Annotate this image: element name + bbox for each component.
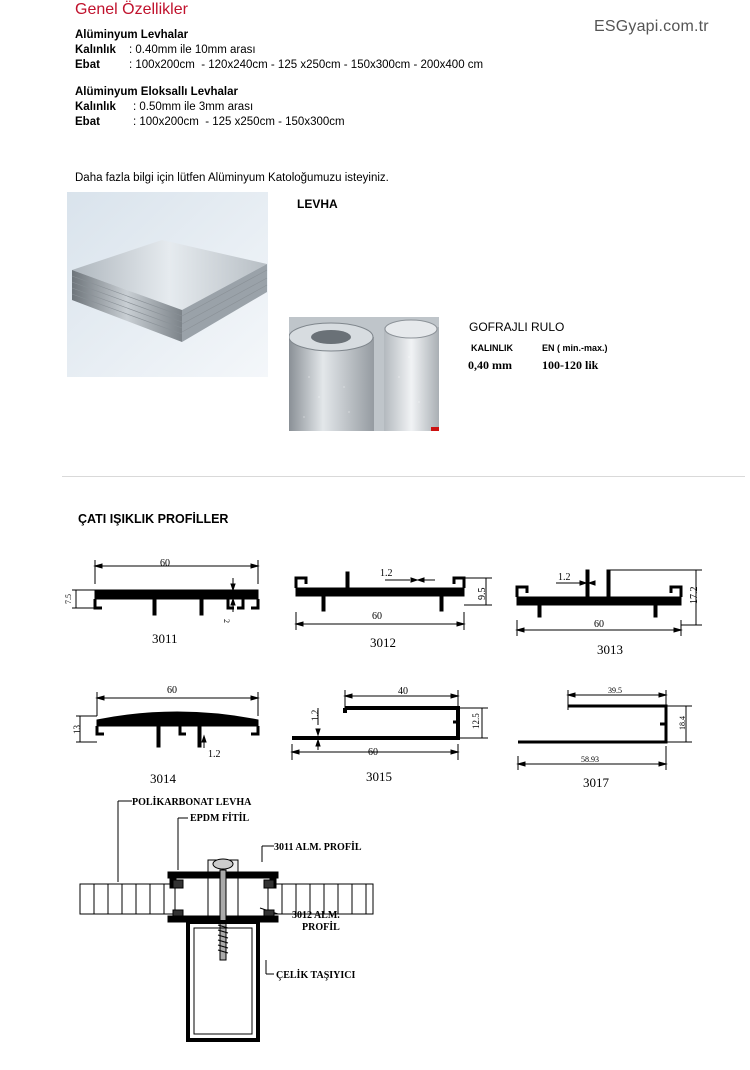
dim-3015-thickness: 1.2 (310, 709, 320, 721)
page-title: Genel Özellikler (75, 1, 188, 18)
brand-logo-text: ESGyapi.com.tr (594, 18, 709, 35)
size-value: : 100x200cm - 120x240cm - 125 x250cm - 150x300cm - 200x400 cm (129, 59, 484, 71)
label-3012-profile-2: PROFİL (302, 922, 340, 933)
rulo-col2-value: 100-120 lik (542, 358, 599, 372)
profile-3015-drawing (292, 690, 488, 760)
rulo-title: GOFRAJLI RULO (469, 320, 565, 334)
dim-3014-width: 60 (167, 685, 177, 696)
rulo-col1-header: KALINLIK (471, 343, 513, 353)
label-steel-carrier: ÇELİK TAŞIYICI (276, 970, 356, 981)
size-label: Ebat (75, 59, 100, 71)
profile-code-3011: 3011 (152, 631, 178, 646)
thickness-label: Kalınlık (75, 101, 116, 113)
assembly-drawing (70, 790, 390, 1045)
dim-3014-height: 13 (72, 725, 82, 734)
label-polycarbonate: POLİKARBONAT LEVHA (132, 797, 252, 808)
size-label: Ebat (75, 116, 100, 128)
dim-3015-height: 12.5 (471, 713, 481, 729)
thickness-value: : 0.50mm ile 3mm arası (133, 101, 254, 113)
dim-3015-width: 60 (368, 747, 378, 758)
dim-3017-height: 18.4 (678, 716, 687, 730)
rulo-col2-header: EN ( min.-max.) (542, 343, 608, 353)
profile-3014-drawing (76, 692, 258, 748)
dim-3012-thickness: 1.2 (380, 568, 393, 579)
embossed-roll-image (289, 317, 439, 431)
dim-3015-top: 40 (398, 686, 408, 697)
label-3012-profile: 3012 ALM. (292, 910, 340, 921)
profile-3012-drawing (296, 572, 492, 630)
profile-code-3014: 3014 (150, 771, 176, 786)
dim-3013-width: 60 (594, 619, 604, 630)
section-aluminum-sheets (75, 28, 483, 73)
thickness-label: Kalınlık (75, 44, 116, 56)
dim-3011-width: 60 (160, 558, 170, 569)
catalog-note: Daha fazla bilgi için lütfen Alüminyum Katoloğumuzu isteyiniz. (75, 172, 389, 184)
section-divider (62, 476, 745, 477)
section-anodized-sheets (75, 85, 345, 130)
dim-3012-height: 9.5 (477, 587, 488, 600)
levha-title: LEVHA (297, 197, 338, 211)
section-heading: Alüminyum Levhalar (75, 29, 189, 41)
dim-3014-thickness: 1.2 (208, 749, 221, 760)
dim-3012-width: 60 (372, 611, 382, 622)
profile-3017-drawing (518, 690, 692, 770)
profiles-heading: ÇATI IŞIKLIK PROFİLLER (78, 512, 229, 526)
profile-3013-drawing (517, 570, 702, 636)
profile-code-3013: 3013 (597, 642, 623, 657)
label-3011-profile: 3011 ALM. PROFİL (274, 842, 362, 853)
profile-code-3017: 3017 (583, 775, 609, 790)
thickness-value: : 0.40mm ile 10mm arası (129, 44, 256, 56)
dim-3013-thickness: 1.2 (558, 572, 571, 583)
section-heading: Alüminyum Eloksallı Levhalar (75, 86, 238, 98)
dim-3013-height: 17.2 (689, 586, 700, 604)
dim-3017-top: 39.5 (608, 686, 622, 695)
aluminum-sheet-image (67, 192, 268, 377)
size-value: : 100x200cm - 125 x250cm - 150x300cm (133, 116, 345, 128)
rulo-col1-value: 0,40 mm (468, 358, 512, 372)
profile-drawings (60, 550, 740, 790)
dim-3011-thickness: 2 (222, 619, 231, 623)
label-epdm: EPDM FİTİL (190, 813, 250, 824)
profile-code-3012: 3012 (370, 635, 396, 650)
dim-3011-height: 7.5 (64, 594, 73, 604)
profile-code-3015: 3015 (366, 769, 392, 784)
dim-3017-width: 58.93 (581, 755, 599, 764)
